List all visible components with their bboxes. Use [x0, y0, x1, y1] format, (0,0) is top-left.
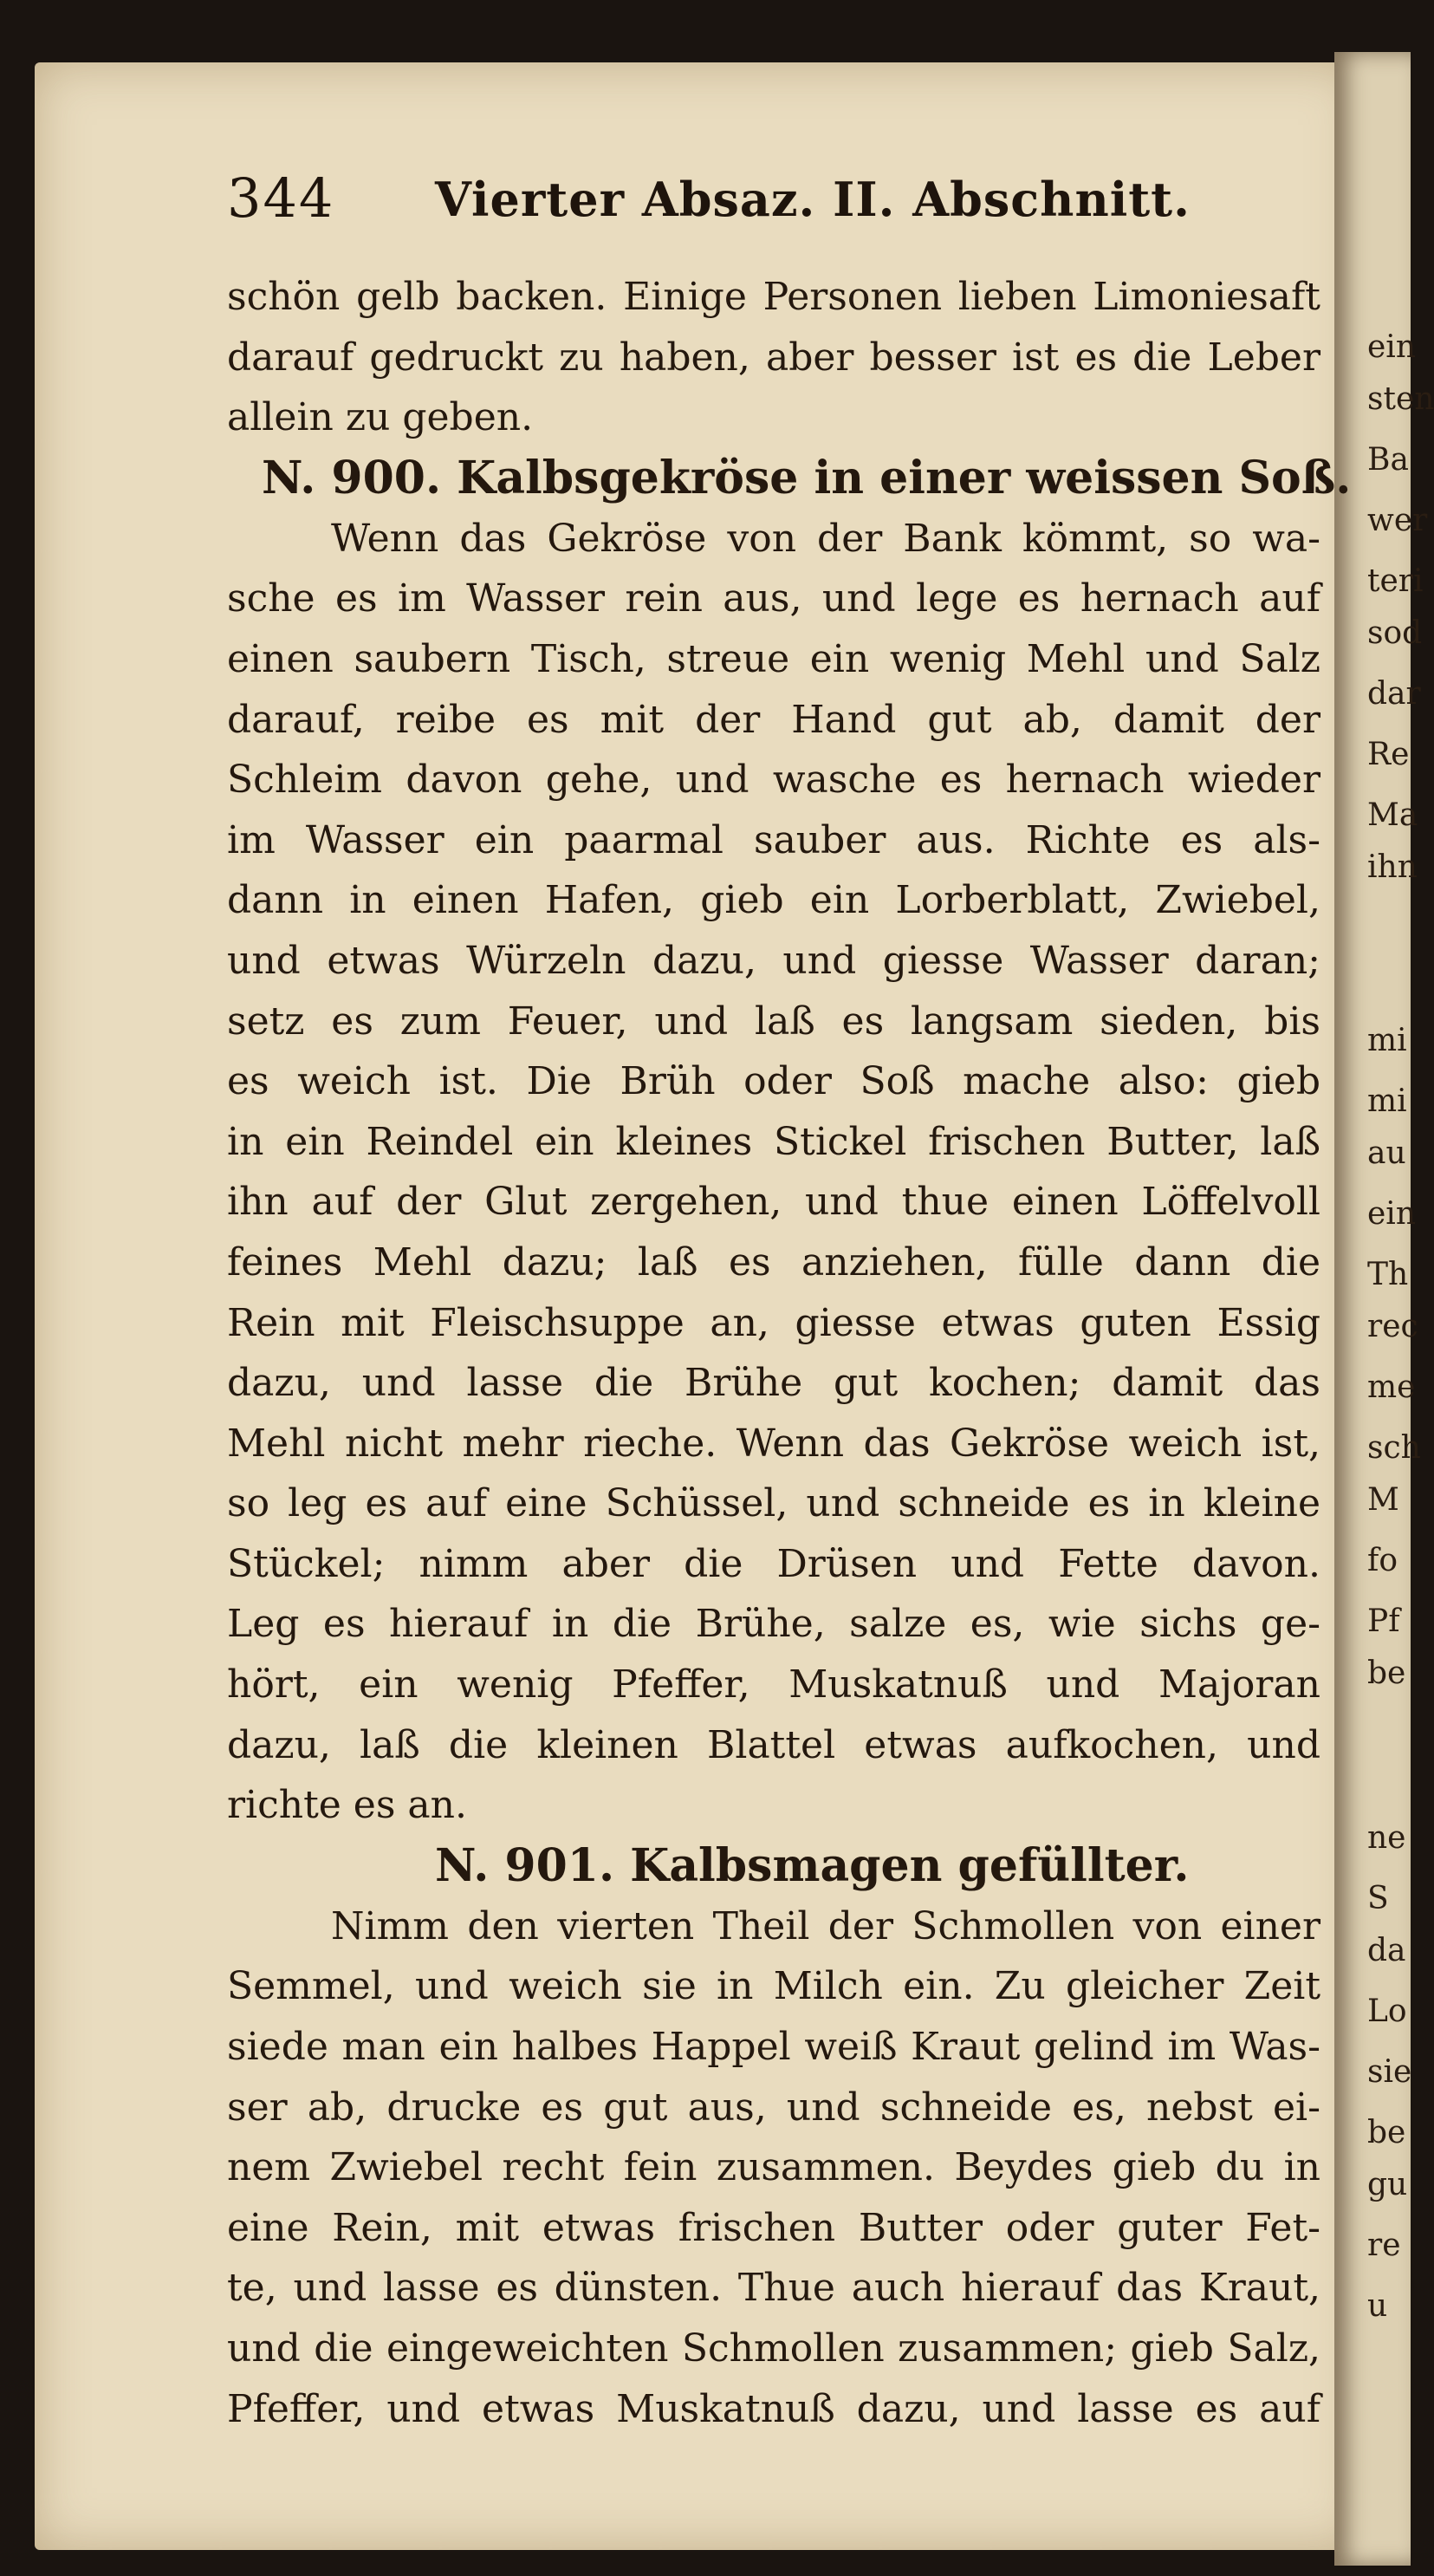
- adjacent-page-fragment: be: [1367, 1656, 1406, 1691]
- page-number: 344: [227, 166, 335, 230]
- adjacent-page-fragment: Pf: [1367, 1603, 1400, 1639]
- adjacent-page-fragment: mi: [1367, 1023, 1407, 1058]
- adjacent-page-fragment: re: [1367, 2228, 1401, 2263]
- text-line: Mehl nicht mehr rieche. Wenn das Gekröse weich ist,: [227, 1421, 1320, 1466]
- adjacent-page-fragment: sie: [1367, 2054, 1412, 2090]
- text-line: eine Rein, mit etwas frischen Butter oder guter Fet-: [227, 2205, 1320, 2250]
- text-line: nem Zwiebel recht fein zusammen. Beydes gieb du in: [227, 2145, 1320, 2190]
- adjacent-page-fragment: u: [1367, 2288, 1388, 2324]
- text-line: einen saubern Tisch, streue ein wenig Mehl und Salz: [227, 636, 1320, 681]
- adjacent-page-fragment: fo: [1367, 1543, 1398, 1578]
- adjacent-page-fragment: Ma: [1367, 797, 1418, 833]
- adjacent-page-fragment: be: [1367, 2115, 1406, 2150]
- text-line: Rein mit Fleischsuppe an, giesse etwas guten Essig: [227, 1300, 1320, 1345]
- adjacent-page-fragment: gu: [1367, 2167, 1408, 2202]
- adjacent-page-fragment: Lo: [1367, 1994, 1407, 2029]
- adjacent-page-fragment: dar: [1367, 676, 1421, 712]
- text-line: es weich ist. Die Brüh oder Soß mache also: gieb: [227, 1059, 1320, 1104]
- adjacent-page-fragment: da: [1367, 1933, 1406, 1968]
- text-line: in ein Reindel ein kleines Stickel frischen Butter, laß: [227, 1119, 1320, 1164]
- adjacent-page-fragment: au: [1367, 1135, 1406, 1171]
- adjacent-page-fragment: rec: [1367, 1309, 1418, 1344]
- text-line: so leg es auf eine Schüssel, und schneide es in kleine: [227, 1481, 1320, 1526]
- adjacent-page-fragment: sod: [1367, 615, 1423, 651]
- text-line: schön gelb backen. Einige Personen lieben Limoniesaft: [227, 275, 1320, 319]
- adjacent-page-fragment: Re: [1367, 737, 1410, 772]
- adjacent-page-edge: [1334, 52, 1434, 2566]
- adjacent-page-fragment: teri: [1367, 563, 1424, 599]
- adjacent-page-fragment: ein: [1367, 1196, 1417, 1232]
- text-line: darauf gedruckt zu haben, aber besser ist es die Leber: [227, 335, 1320, 380]
- text-line: sche es im Wasser rein aus, und lege es hernach auf: [227, 576, 1320, 621]
- adjacent-page-fragment: M: [1367, 1482, 1399, 1518]
- text-line: und etwas Würzeln dazu, und giesse Wasser daran;: [227, 938, 1320, 983]
- text-line: siede man ein halbes Happel weiß Kraut gelind im Was-: [227, 2025, 1320, 2070]
- text-line: hört, ein wenig Pfeffer, Muskatnuß und Majoran: [227, 1662, 1320, 1708]
- adjacent-page-fragment: S: [1367, 1881, 1389, 1916]
- text-line: Wenn das Gekröse von der Bank kömmt, so wa-: [331, 516, 1320, 561]
- text-line: Leg es hierauf in die Brühe, salze es, wie sichs ge-: [227, 1602, 1320, 1647]
- adjacent-page-fragment: Th: [1367, 1257, 1409, 1292]
- adjacent-page-fragment: wer: [1367, 503, 1428, 538]
- adjacent-page-fragment: ne: [1367, 1820, 1406, 1856]
- text-line: im Wasser ein paarmal sauber aus. Richte es als-: [227, 817, 1320, 862]
- adjacent-page-fragment: ihn: [1367, 849, 1418, 885]
- text-line: Nimm den vierten Theil der Schmollen von einer: [331, 1903, 1320, 1948]
- recipe-heading-901: N. 901. Kalbsmagen gefüllter.: [435, 1838, 1190, 1892]
- body-text: [227, 267, 1352, 2439]
- text-line: allein zu geben.: [227, 395, 534, 440]
- text-line: richte es an.: [227, 1783, 467, 1828]
- text-line: setz es zum Feuer, und laß es langsam sieden, bis: [227, 999, 1320, 1044]
- text-line: feines Mehl dazu; laß es anziehen, fülle dann die: [227, 1239, 1320, 1285]
- text-line: ser ab, drucke es gut aus, und schneide es, nebst ei-: [227, 2085, 1320, 2130]
- adjacent-page-fragment: sten: [1367, 381, 1434, 417]
- running-head-title: Vierter Absaz. II. Abschnitt.: [435, 172, 1191, 227]
- text-line: dazu, und lasse die Brühe gut kochen; damit das: [227, 1361, 1320, 1406]
- adjacent-page-fragment: ein: [1367, 329, 1417, 365]
- text-line: darauf, reibe es mit der Hand gut ab, damit der: [227, 697, 1320, 742]
- text-line: dann in einen Hafen, gieb ein Lorberblatt, Zwiebel,: [227, 878, 1320, 923]
- recipe-heading-900: N. 900. Kalbsgekröse in einer weissen Soß.: [262, 451, 1352, 504]
- text-line: Stückel; nimm aber die Drüsen und Fette davon.: [227, 1541, 1320, 1586]
- text-line: Pfeffer, und etwas Muskatnuß dazu, und lasse es auf: [227, 2386, 1320, 2431]
- text-line: und die eingeweichten Schmollen zusammen; gieb Salz,: [227, 2326, 1320, 2371]
- adjacent-page-fragment: Ba: [1367, 442, 1409, 478]
- text-line: Semmel, und weich sie in Milch ein. Zu gleicher Zeit: [227, 1964, 1320, 2009]
- adjacent-page-fragment: sch: [1367, 1430, 1421, 1466]
- adjacent-page-fragment: mi: [1367, 1083, 1407, 1119]
- adjacent-page-fragment: me: [1367, 1369, 1416, 1405]
- text-line: Schleim davon gehe, und wasche es hernach wieder: [227, 758, 1320, 803]
- text-line: ihn auf der Glut zergehen, und thue einen Löffelvoll: [227, 1180, 1320, 1225]
- text-line: te, und lasse es dünsten. Thue auch hierauf das Kraut,: [227, 2266, 1320, 2311]
- text-line: dazu, laß die kleinen Blattel etwas aufkochen, und: [227, 1722, 1320, 1767]
- running-head: [227, 166, 1319, 236]
